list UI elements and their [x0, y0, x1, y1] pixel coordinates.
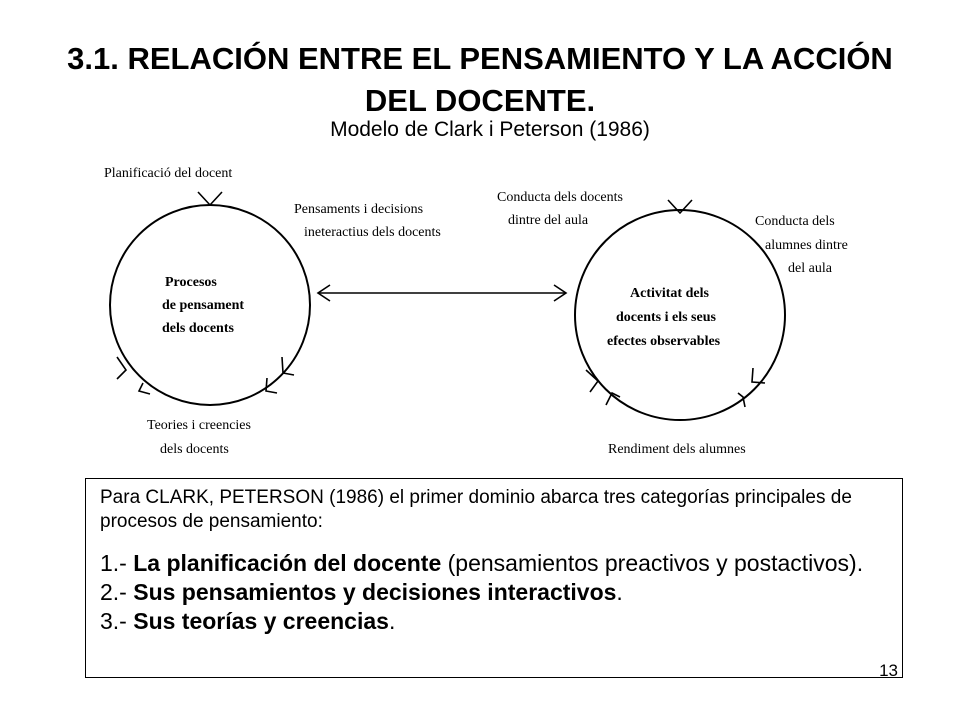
title-line-1: 3.1. RELACIÓN ENTRE EL PENSAMIENTO Y LA ACCIÓN	[67, 41, 893, 76]
double-arrow-connector	[318, 285, 566, 301]
summary-intro: Para CLARK, PETERSON (1986) el primer dominio abarca tres categorías principales de procesos de pensamiento:	[100, 487, 852, 532]
right-cycle-arrowheads	[586, 200, 765, 407]
title-line-2: DEL DOCENTE.	[364, 83, 596, 118]
right-right-label-line-3: del aula	[788, 261, 832, 276]
right-top-label-line-2: dintre del aula	[508, 213, 589, 228]
left-center-line-1: Procesos	[165, 275, 217, 290]
page-number: 13	[879, 661, 898, 680]
summary-box	[85, 478, 903, 678]
left-bottom-label-line-1: Teories i creencies	[147, 418, 251, 433]
category-1-title: La planificación del docente	[133, 550, 442, 576]
category-item-1: 1.- La planificación del docente (pensamientos preactivos y postactivos).	[100, 550, 864, 576]
left-center-line-2: de pensament	[162, 298, 245, 313]
left-top-arrowhead	[198, 192, 222, 205]
right-top-label-line-1: Conducta dels docents	[497, 190, 623, 205]
right-center-line-1: Activitat dels	[630, 286, 709, 301]
left-right-label-line-1: Pensaments i decisions	[294, 202, 424, 217]
right-right-label-line-1: Conducta dels	[755, 214, 835, 229]
category-2-title: Sus pensamientos y decisiones interactivos	[133, 579, 617, 605]
left-lower-left-arrowhead	[117, 357, 126, 379]
left-center-line-3: dels docents	[162, 321, 234, 336]
left-right-label-line-2: ineteractius dels docents	[304, 225, 441, 240]
right-center-line-2: docents i els seus	[616, 310, 716, 325]
right-center-line-3: efectes observables	[607, 334, 721, 349]
left-bottom-label-line-2: dels docents	[160, 442, 229, 457]
slide-subtitle: Modelo de Clark i Peterson (1986)	[330, 118, 650, 141]
category-item-3: 3.- Sus teorías y creencias.	[100, 608, 396, 634]
category-3-title: Sus teorías y creencias	[133, 608, 389, 634]
left-top-label: Planificació del docent	[104, 166, 233, 181]
category-item-2: 2.- Sus pensamientos y decisiones interactivos.	[100, 579, 623, 605]
right-bottom-label: Rendiment dels alumnes	[608, 442, 746, 457]
category-list	[100, 549, 900, 636]
right-right-label-line-2: alumnes dintre	[765, 238, 848, 253]
